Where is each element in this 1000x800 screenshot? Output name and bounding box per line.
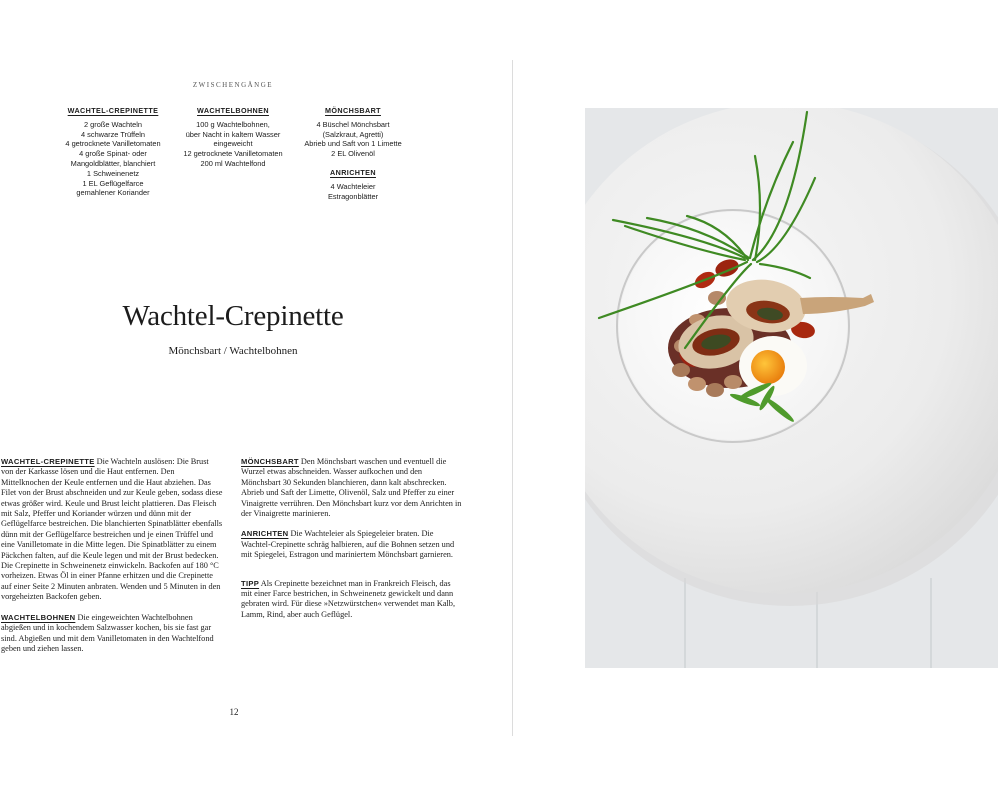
ingredient-line: Estragonblätter xyxy=(327,191,379,201)
ingredient-line: 200 ml Wachtelfond xyxy=(200,158,266,168)
method-keyword: MÖNCHSBART xyxy=(241,457,299,466)
ingredient-heading: MÖNCHSBART xyxy=(325,106,381,115)
ingredient-line: 4 große Spinat- oder xyxy=(79,149,147,159)
ingredient-line: 4 Büschel Mönchsbart xyxy=(316,119,390,129)
recipe-title: Wachtel-Crepinette xyxy=(122,300,344,332)
ingredient-list-wachtelbohnen xyxy=(163,106,303,169)
method-paragraph xyxy=(1,613,223,655)
ingredient-subheading: ANRICHTEN xyxy=(330,167,376,177)
ingredient-line: 4 schwarze Trüffeln xyxy=(81,129,145,139)
section-label: ZWISCHENGÄNGE xyxy=(192,81,274,89)
method-keyword: ANRICHTEN xyxy=(241,529,289,539)
recipe-subtitle: Mönchsbart / Wachtelbohnen xyxy=(168,345,298,357)
ingredient-heading: WACHTEL-CREPINETTE xyxy=(67,106,159,115)
ingredient-line: 1 Schweinenetz xyxy=(86,168,140,178)
ingredient-heading: WACHTELBOHNEN xyxy=(197,106,269,115)
ingredient-line: 2 große Wachteln xyxy=(83,119,143,129)
ingredient-line: (Salzkraut, Agretti) xyxy=(322,129,384,139)
method-text: Die Wachteleier als Spiegeleier braten. Die Wachtel-Crepinette schräg halbieren, auf die Bohnen setzen und mit Spiegelei, Estragon und mariniertem Mönchsbart garnieren. xyxy=(241,529,455,560)
ingredient-line: Abrieb und Saft von 1 Limette xyxy=(304,139,402,149)
page-gutter-divider xyxy=(512,60,513,736)
method-keyword: WACHTEL-CREPINETTE xyxy=(1,457,95,466)
ingredient-line: gemahlener Koriander xyxy=(76,188,150,198)
ingredient-line: 4 Wachteleier xyxy=(330,181,376,191)
tip-text: Als Crepinette bezeichnet man in Frankreich Fleisch, das mit einer Farce bestrichen, in Schweinenetz gewickelt und dann gebraten wird. Für diese »Netzwürstchen« verwendet man Kalb, Lamm, Rind, aber auch Geflügel. xyxy=(241,578,456,619)
ingredient-list-moenchsbart xyxy=(283,106,423,201)
ingredient-line: 100 g Wachtelbohnen, xyxy=(196,119,270,129)
ingredient-line: 12 getrocknete Vanilletomaten xyxy=(183,149,283,159)
method-text: Die Wachteln auslösen: Die Brust von der Karkasse lösen und die Haut entfernen. Den Mittelknochen der Keule entfernen und die Haut abziehen. Das Filet von der Brust abschneiden und zur Keule geben, sodass diese etwas größer wird. Keule und Brust leicht plattieren. Das Fleisch mit Salz, Pfeffer und Koriander würzen und dünn mit der Geflügelfarce bestreichen. Die blanchierten Spinatblätter ebenfalls dünn mit der Geflügelfarce bestreichen und je einen Trüffel und eine Vanilletomate in die Mitte legen. Die Spinatblätter zu einem Päckchen falten, auf die Keule legen und mit der Brust bedecken. Die Crepinette in Schweinenetz einwickeln. Backofen auf 180 °C vorheizen. Etwas Öl in einer Pfanne erhitzen und die Crepinette auf einer Seite 2 Minuten anbraten. Wenden und 5 Minuten in den vorgeheizten Backofen geben. xyxy=(1,457,223,602)
ingredient-list-crepinette xyxy=(43,106,183,198)
ingredient-line: 4 getrocknete Vanilletomaten xyxy=(65,139,161,149)
ingredient-line: 2 EL Olivenöl xyxy=(331,149,375,159)
tip-paragraph xyxy=(241,579,463,621)
method-paragraph xyxy=(1,457,223,603)
method-column-left xyxy=(1,457,223,664)
dish-photo xyxy=(585,108,998,668)
page-number: 12 xyxy=(229,707,239,717)
method-paragraph xyxy=(241,529,463,560)
method-text: Den Mönchsbart waschen und eventuell die Wurzel etwas abschneiden. Wasser aufkochen und den Mönchsbart 30 Sekunden blanchieren, dann kalt abschrecken. Abrieb und Saft der Limette, Olivenöl, Salz und Pfeffer zu einer Vinaigrette verrühren. Den Mönchsbart kurz vor dem Anrichten in der Vinaigrette marinieren. xyxy=(241,457,462,519)
ingredient-line: eingeweicht xyxy=(213,139,253,149)
method-paragraph xyxy=(241,457,463,519)
method-text: Die eingeweichten Wachtelbohnen abgießen und in kochendem Salzwasser kochen, bis sie fast gar sind. Abgießen und mit dem Vanilletomaten in den Wachtelfond geben und ziehen lassen. xyxy=(1,612,214,653)
tip-keyword: TIPP xyxy=(241,578,260,588)
method-column-right xyxy=(241,457,463,630)
ingredient-line: Mangoldblätter, blanchiert xyxy=(70,158,156,168)
ingredient-line: über Nacht in kaltem Wasser xyxy=(185,129,281,139)
ingredient-line: 1 EL Geflügelfarce xyxy=(82,178,144,188)
method-keyword: WACHTELBOHNEN xyxy=(1,612,76,622)
